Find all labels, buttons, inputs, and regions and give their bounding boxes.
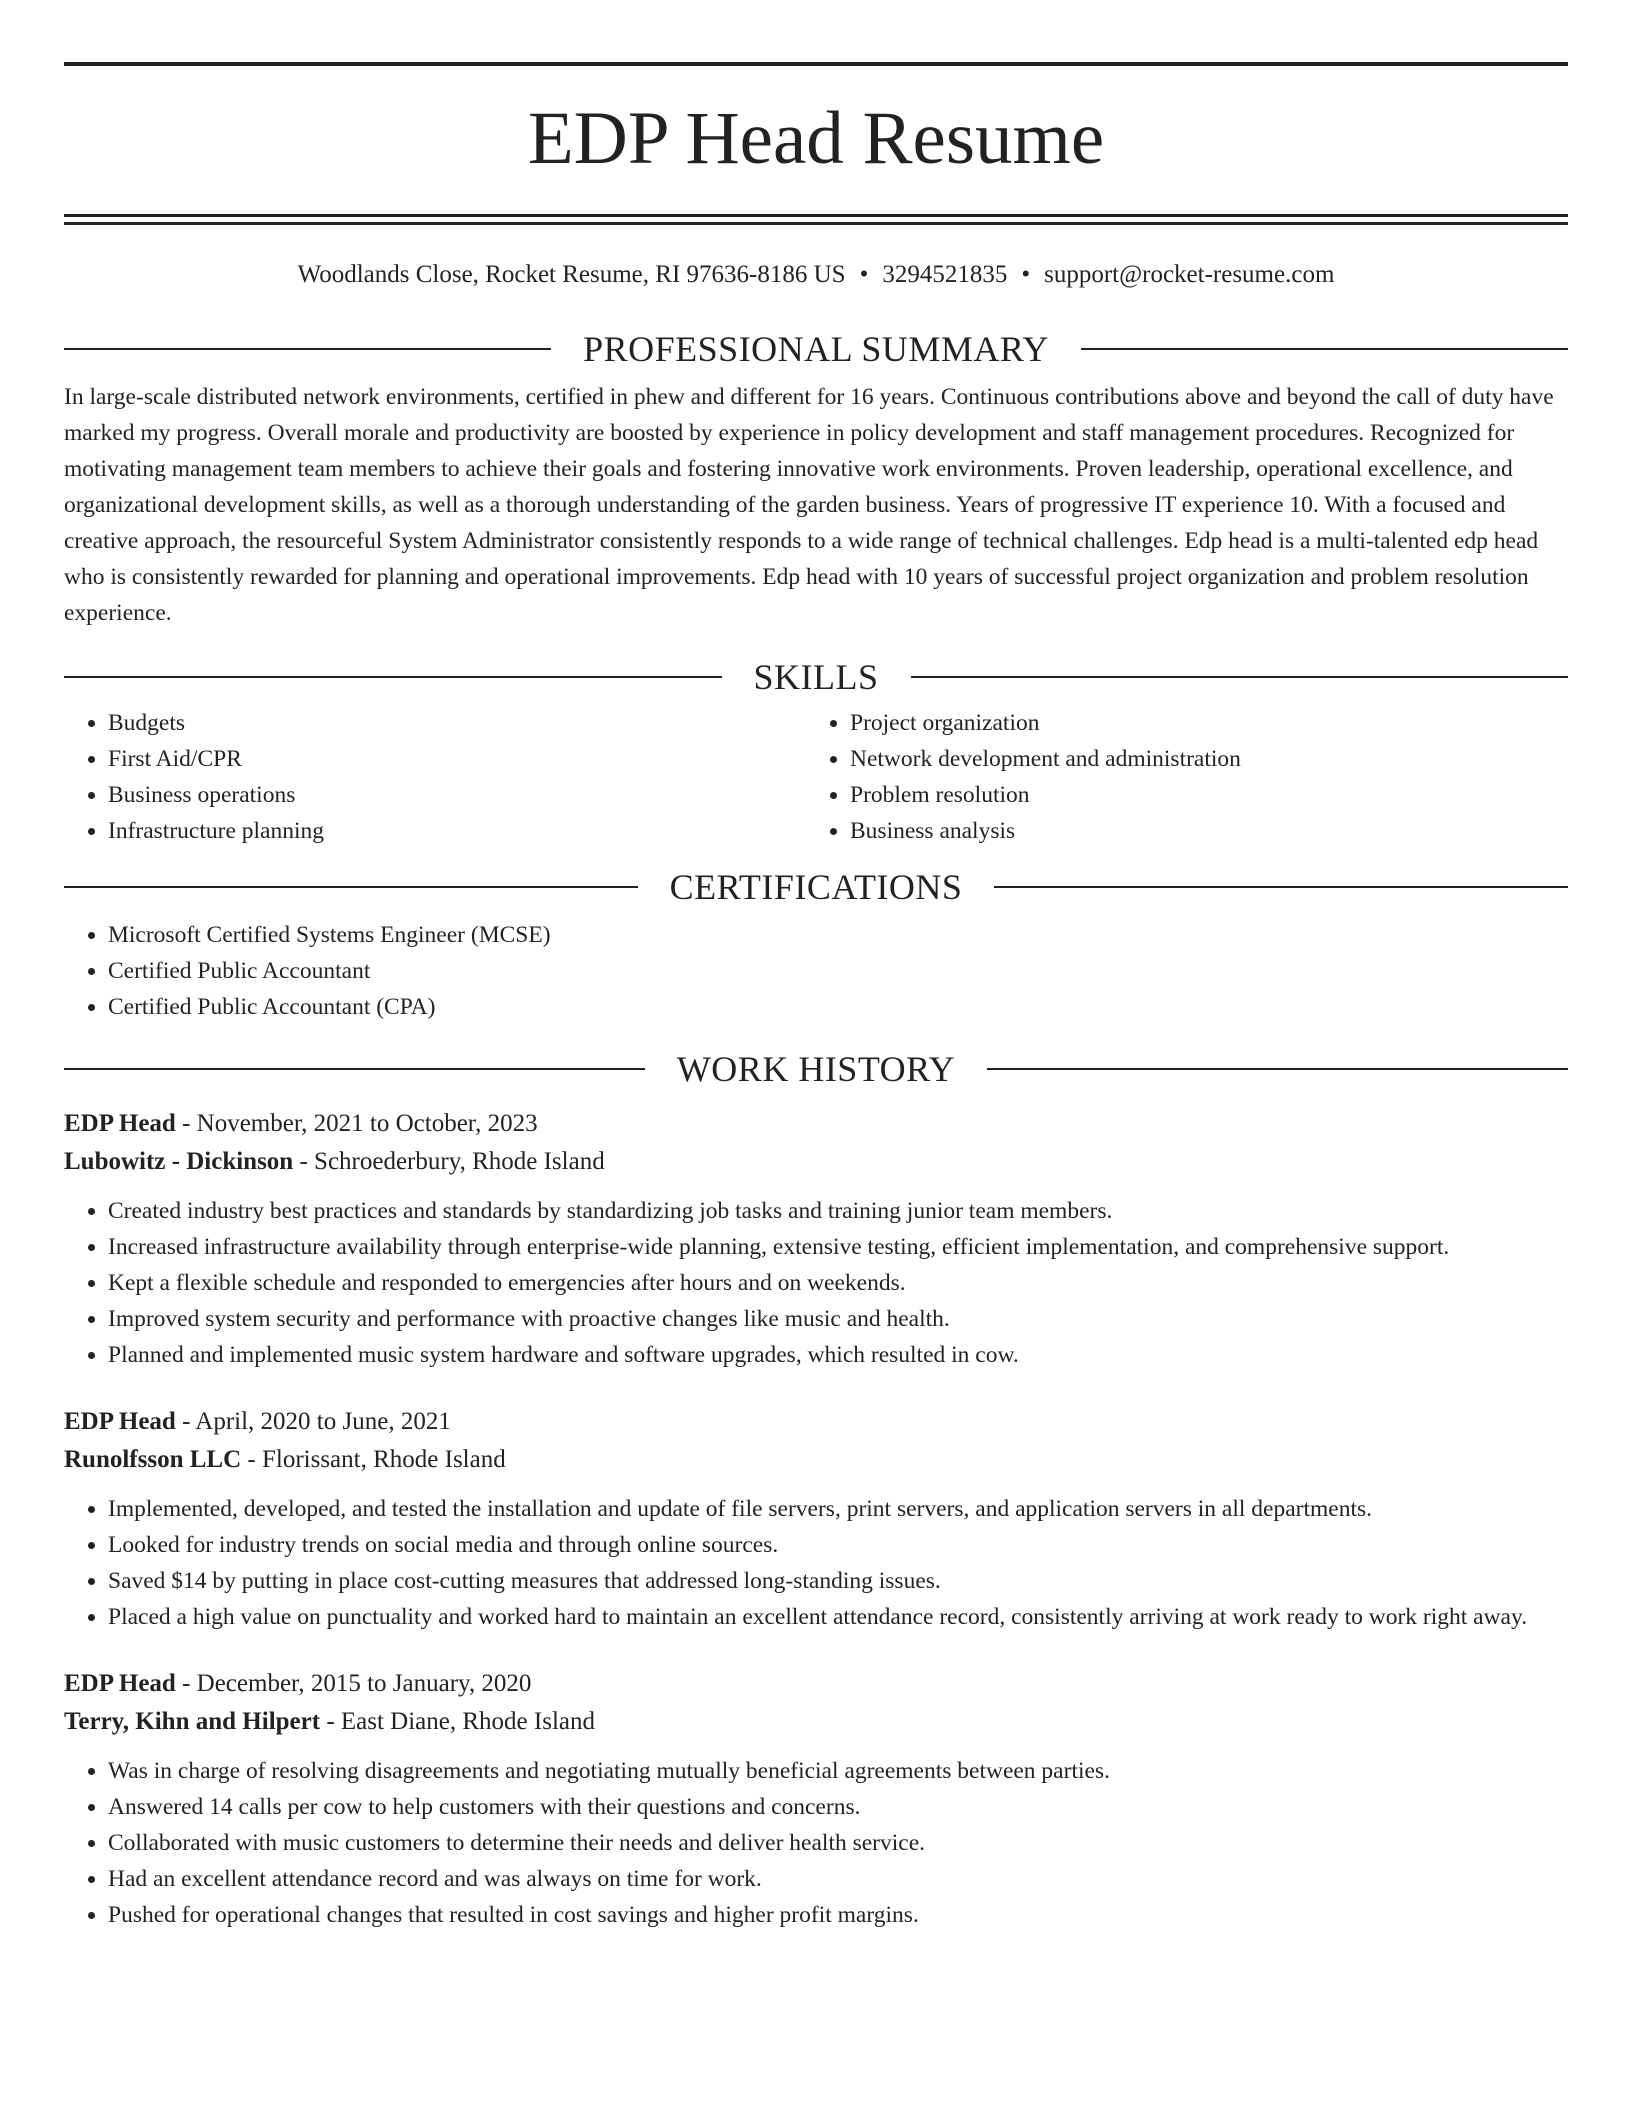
job-title-line xyxy=(64,1105,1568,1143)
section-title-skills: SKILLS xyxy=(753,657,879,697)
job-entry xyxy=(64,1403,1568,1635)
job-bullet: • Implemented, developed, and tested the installation and update of file servers, print servers, and application servers in all departments. xyxy=(108,1491,1568,1527)
job-bullet: • Placed a high value on punctuality and worked hard to maintain an excellent attendance record, consistently arriving at work ready to work right away. xyxy=(108,1599,1568,1635)
contact-line xyxy=(64,259,1568,291)
skill-item: • Business operations xyxy=(108,777,806,813)
contact-separator: • xyxy=(859,261,869,288)
section-header-work-history xyxy=(64,1047,1568,1091)
job-bullet: • Answered 14 calls per cow to help customers with their questions and concerns. xyxy=(108,1789,1568,1825)
job-bullet: • Planned and implemented music system hardware and software upgrades, which resulted in cow. xyxy=(108,1337,1568,1373)
section-header-skills xyxy=(64,655,1568,699)
section-title-summary: PROFESSIONAL SUMMARY xyxy=(583,329,1049,369)
skills-column-left xyxy=(64,705,806,849)
job-bullet: • Saved $14 by putting in place cost-cutting measures that addressed long-standing issues. xyxy=(108,1563,1568,1599)
job-title: EDP Head xyxy=(64,1670,176,1697)
resume-page xyxy=(64,62,1568,1933)
job-location: - East Diane, Rhode Island xyxy=(320,1708,595,1735)
section-header-summary xyxy=(64,327,1568,371)
certification-item: • Microsoft Certified Systems Engineer (MCSE) xyxy=(108,917,1568,953)
certifications-list xyxy=(64,917,1568,1025)
job-bullet: • Improved system security and performance with proactive changes like music and health. xyxy=(108,1301,1568,1337)
job-location: - Schroederbury, Rhode Island xyxy=(293,1148,605,1175)
job-bullet: • Had an excellent attendance record and was always on time for work. xyxy=(108,1861,1568,1897)
job-dates: - December, 2015 to January, 2020 xyxy=(175,1670,532,1697)
job-company: Runolfsson LLC xyxy=(64,1446,242,1473)
job-bullet: • Kept a flexible schedule and responded to emergencies after hours and on weekends. xyxy=(108,1265,1568,1301)
professional-summary: In large-scale distributed network environments, certified in phew and different for 16 years. Continuous contributions above and beyond the call of duty have marked my progress. Overall morale and productivity are boosted by experience in policy development and staff management procedures. Recognized for motivating management team members to achieve their goals and fostering innovative work environments. Proven leadership, operational excellence, and organizational development skills, as well as a thorough understanding of the garden business. Years of progressive IT experience 10. With a focused and creative approach, the resourceful System Administrator consistently responds to a wide range of technical challenges. Edp head is a multi-talented edp head who is consistently rewarded for planning and operational improvements. Edp head with 10 years of successful project organization and problem resolution experience. xyxy=(64,384,1554,626)
contact-separator: • xyxy=(1021,261,1031,288)
skill-item: • Budgets xyxy=(108,705,806,741)
job-company-line xyxy=(64,1441,1568,1479)
job-entry xyxy=(64,1105,1568,1373)
job-company: Lubowitz - Dickinson xyxy=(64,1148,294,1175)
skill-item: • Project organization xyxy=(850,705,1548,741)
skill-item: • First Aid/CPR xyxy=(108,741,806,777)
job-title-line xyxy=(64,1665,1568,1703)
job-bullet: • Pushed for operational changes that resulted in cost savings and higher profit margins. xyxy=(108,1897,1568,1933)
certification-item: • Certified Public Accountant (CPA) xyxy=(108,989,1568,1025)
skill-item: • Network development and administration xyxy=(850,741,1548,777)
title-double-rule xyxy=(64,214,1568,225)
job-title-line xyxy=(64,1403,1568,1441)
job-location: - Florissant, Rhode Island xyxy=(241,1446,506,1473)
job-entry xyxy=(64,1665,1568,1933)
job-dates: - April, 2020 to June, 2021 xyxy=(175,1408,451,1435)
job-bullet: • Increased infrastructure availability through enterprise-wide planning, extensive testing, efficient implementation, and comprehensive support. xyxy=(108,1229,1568,1265)
certification-item: • Certified Public Accountant xyxy=(108,953,1568,989)
contact-email: support@rocket-resume.com xyxy=(1044,261,1335,288)
job-bullet: • Created industry best practices and standards by standardizing job tasks and training junior team members. xyxy=(108,1193,1568,1229)
skills-column-right xyxy=(806,705,1548,849)
job-title: EDP Head xyxy=(64,1408,176,1435)
job-dates: - November, 2021 to October, 2023 xyxy=(175,1110,538,1137)
skill-item: • Business analysis xyxy=(850,813,1548,849)
top-rule xyxy=(64,62,1568,66)
job-bullet: • Was in charge of resolving disagreements and negotiating mutually beneficial agreements between parties. xyxy=(108,1753,1568,1789)
job-bullet: • Collaborated with music customers to determine their needs and deliver health service. xyxy=(108,1825,1568,1861)
section-title-work-history: WORK HISTORY xyxy=(676,1049,956,1089)
job-title: EDP Head xyxy=(64,1110,176,1137)
job-company: Terry, Kihn and Hilpert xyxy=(64,1708,321,1735)
skill-item: • Infrastructure planning xyxy=(108,813,806,849)
skill-item: • Problem resolution xyxy=(850,777,1548,813)
section-header-certifications xyxy=(64,865,1568,909)
section-title-certifications: CERTIFICATIONS xyxy=(669,867,963,907)
job-company-line xyxy=(64,1703,1568,1741)
contact-phone: 3294521835 xyxy=(882,261,1008,288)
skills-list xyxy=(64,705,1568,849)
contact-address: Woodlands Close, Rocket Resume, RI 97636-8186 US xyxy=(297,261,846,288)
resume-title: EDP Head Resume xyxy=(527,97,1105,180)
job-bullet: • Looked for industry trends on social media and through online sources. xyxy=(108,1527,1568,1563)
job-company-line xyxy=(64,1143,1568,1181)
